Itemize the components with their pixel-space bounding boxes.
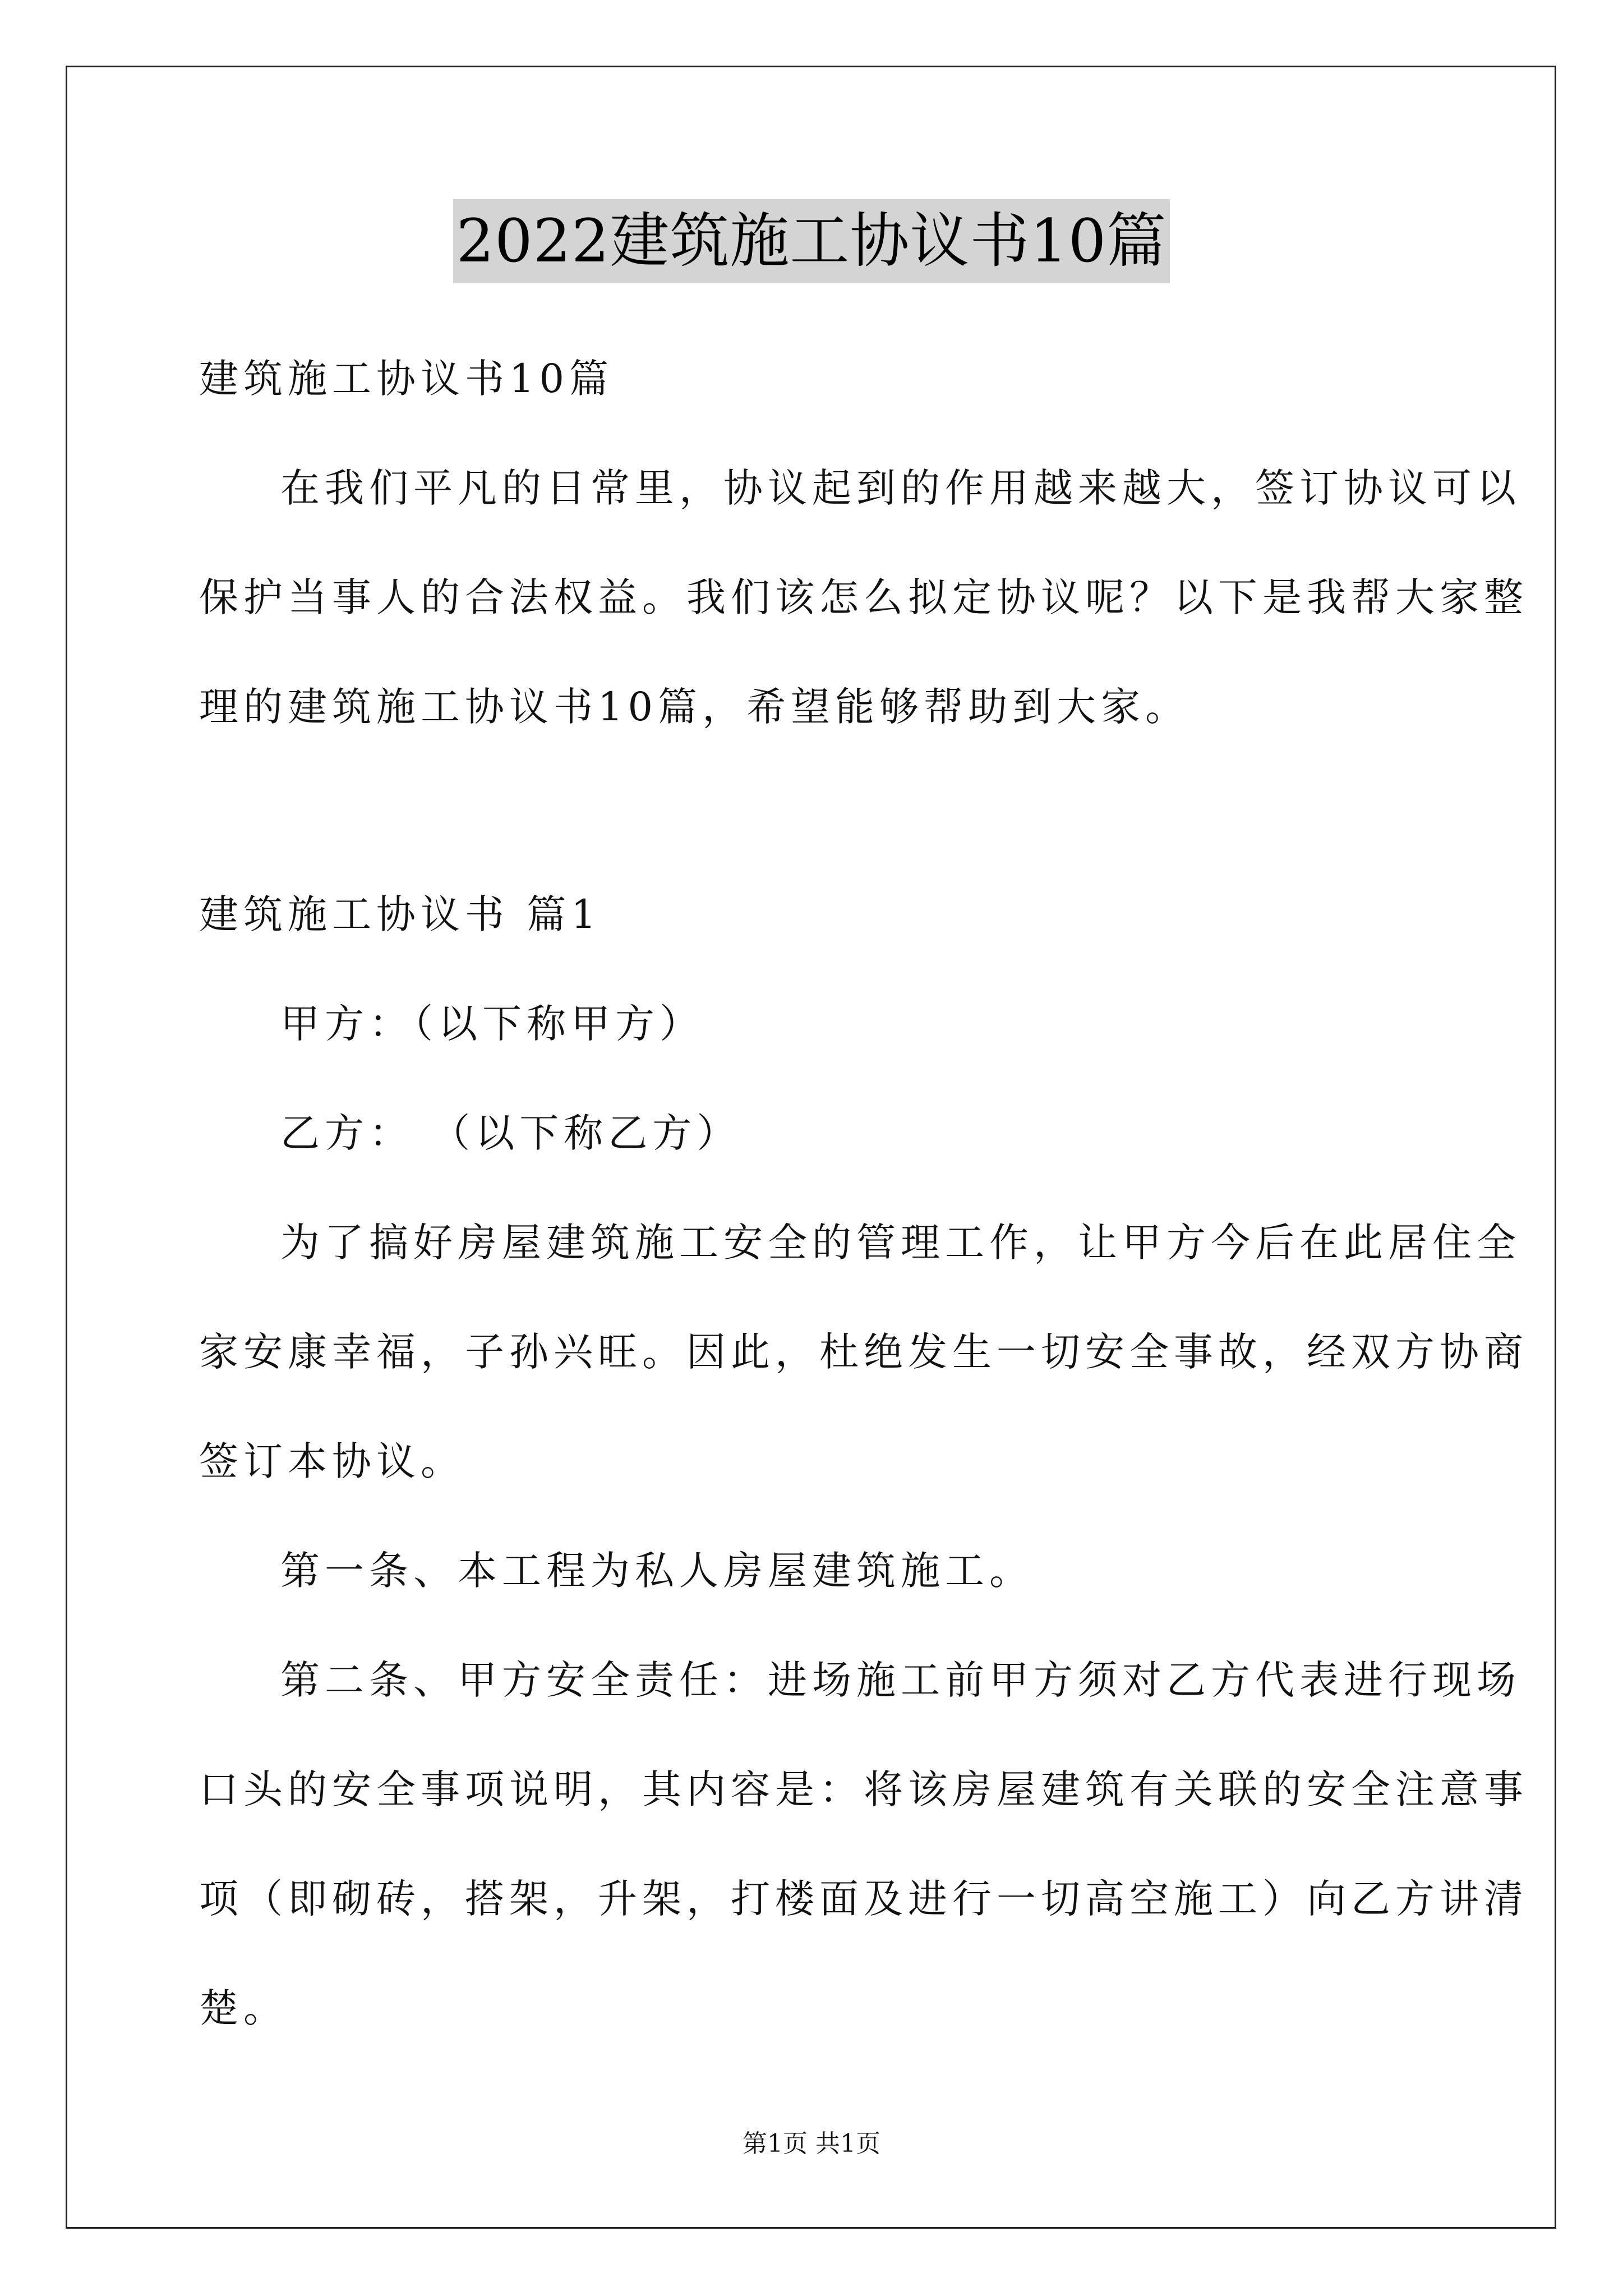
article-2-line: 楚。: [199, 1985, 288, 2031]
paragraph-line: 签订本协议。: [199, 1438, 465, 1484]
paragraph-line: 家安康幸福，子孙兴旺。因此，杜绝发生一切安全事故，经双方协商: [199, 1329, 1528, 1375]
section-heading: 建筑施工协议书 篇1: [199, 891, 601, 937]
title-container: [0, 199, 1623, 283]
party-b-line: 乙方： （以下称乙方）: [280, 1110, 741, 1156]
paragraph-line: 为了搞好房屋建筑施工安全的管理工作，让甲方今后在此居住全: [280, 1220, 1521, 1266]
party-a-line: 甲方：（以下称甲方）: [280, 1001, 704, 1047]
intro-line-3: 理的建筑施工协议书10篇，希望能够帮助到大家。: [199, 684, 1190, 730]
article-1-line: 第一条、本工程为私人房屋建筑施工。: [280, 1548, 1034, 1594]
article-2-line: 项（即砌砖，搭架，升架，打楼面及进行一切高空施工）向乙方讲清: [199, 1876, 1528, 1922]
subtitle-line: 建筑施工协议书10篇: [199, 356, 614, 402]
intro-line-2: 保护当事人的合法权益。我们该怎么拟定协议呢？以下是我帮大家整: [199, 574, 1528, 620]
document-title: 2022建筑施工协议书10篇: [453, 199, 1170, 283]
page-footer: 第1页 共1页: [743, 2129, 880, 2158]
intro-line-1: 在我们平凡的日常里，协议起到的作用越来越大，签订协议可以: [280, 465, 1521, 511]
article-2-line: 口头的安全事项说明，其内容是：将该房屋建筑有关联的安全注意事: [199, 1766, 1528, 1812]
article-2-line: 第二条、甲方安全责任：进场施工前甲方须对乙方代表进行现场: [280, 1657, 1521, 1703]
